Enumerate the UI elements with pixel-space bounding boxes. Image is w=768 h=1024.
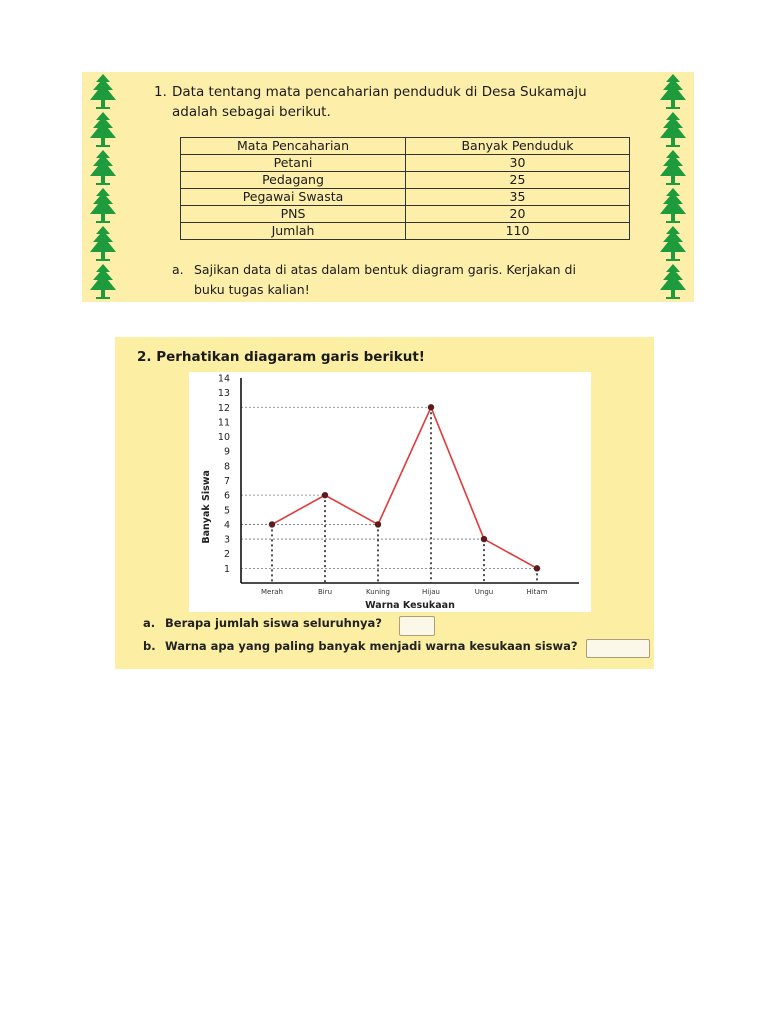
table-cell: PNS — [181, 206, 406, 223]
pine-tree-icon — [88, 264, 118, 300]
table-cell: 20 — [406, 206, 630, 223]
sub-a-label: a. — [172, 262, 184, 277]
table-row — [181, 172, 630, 189]
question2-card — [115, 337, 654, 669]
question1-card — [82, 72, 694, 302]
table-cell: 30 — [406, 155, 630, 172]
question1-line1: Data tentang mata pencaharian penduduk di Desa Sukamaju — [172, 84, 587, 100]
question1-number: 1. — [154, 84, 167, 100]
pine-tree-icon — [658, 226, 688, 262]
y-axis-label: Banyak Siswa — [201, 470, 212, 544]
pine-tree-icon — [88, 112, 118, 148]
pine-tree-icon — [88, 226, 118, 262]
question2-sub-b — [143, 639, 578, 653]
y-tick-label: 9 — [223, 446, 230, 458]
question1-sub-a — [172, 260, 652, 300]
sub-b-label: b. — [143, 639, 156, 653]
table-cell: 35 — [406, 189, 630, 206]
x-tick-label: Biru — [317, 588, 333, 596]
data-point — [428, 404, 434, 410]
table-cell: 110 — [406, 223, 630, 240]
table-cell: Pegawai Swasta — [181, 189, 406, 206]
table-header-cell: Banyak Penduduk — [406, 138, 630, 155]
y-tick-label: 2 — [223, 549, 230, 561]
answer-box-b[interactable] — [586, 639, 650, 658]
table-cell: Jumlah — [181, 223, 406, 240]
y-tick-label: 13 — [217, 388, 230, 400]
x-tick-label: Hijau — [422, 588, 440, 596]
x-tick-label: Hitam — [526, 588, 548, 596]
x-tick-label: Merah — [261, 588, 283, 596]
series-line — [272, 407, 537, 568]
answer-box-a[interactable] — [399, 616, 435, 636]
x-tick-label: Kuning — [366, 588, 390, 596]
pine-tree-icon — [658, 150, 688, 186]
question2-title: 2. Perhatikan diagaram garis berikut! — [137, 349, 425, 365]
sub-a-label: a. — [143, 616, 156, 630]
table-row — [181, 189, 630, 206]
y-tick-label: 1 — [223, 563, 230, 575]
x-axis-label: Warna Kesukaan — [365, 600, 455, 611]
pine-tree-icon — [658, 264, 688, 300]
x-tick-label: Ungu — [474, 588, 494, 596]
tree-border-right — [656, 72, 690, 302]
data-point — [534, 565, 540, 571]
y-tick-label: 8 — [223, 461, 230, 473]
question2-sub-a — [143, 616, 382, 630]
sub-a-text: Berapa jumlah siswa seluruhnya? — [165, 616, 382, 630]
occupation-table — [180, 137, 630, 240]
pine-tree-icon — [88, 188, 118, 224]
y-tick-label: 6 — [223, 490, 230, 502]
table-cell: Pedagang — [181, 172, 406, 189]
question1-text — [154, 82, 624, 122]
pine-tree-icon — [88, 150, 118, 186]
table-header-row — [181, 138, 630, 155]
y-tick-label: 5 — [223, 505, 230, 517]
line-chart — [189, 372, 591, 612]
y-tick-label: 10 — [217, 432, 230, 444]
y-tick-label: 3 — [223, 534, 230, 546]
table-header-cell: Mata Pencaharian — [181, 138, 406, 155]
sub-a-line1: Sajikan data di atas dalam bentuk diagram garis. Kerjakan di — [194, 262, 576, 277]
line-chart-svg — [189, 372, 591, 612]
data-point — [375, 521, 381, 527]
table-cell: 25 — [406, 172, 630, 189]
pine-tree-icon — [88, 74, 118, 110]
y-tick-label: 7 — [223, 476, 230, 487]
sub-a-line2: buku tugas kalian! — [194, 282, 310, 297]
table-cell: Petani — [181, 155, 406, 172]
table-row — [181, 206, 630, 223]
tree-border-left — [86, 72, 120, 302]
question1-line2: adalah sebagai berikut. — [172, 104, 331, 120]
y-tick-label: 4 — [223, 519, 230, 531]
table-row — [181, 155, 630, 172]
y-tick-label: 14 — [217, 373, 230, 385]
y-tick-label: 11 — [217, 417, 230, 429]
data-point — [322, 492, 328, 498]
pine-tree-icon — [658, 188, 688, 224]
data-point — [269, 521, 275, 527]
table-row — [181, 223, 630, 240]
pine-tree-icon — [658, 112, 688, 148]
y-tick-label: 12 — [217, 402, 230, 414]
data-point — [481, 536, 487, 542]
sub-b-text: Warna apa yang paling banyak menjadi warna kesukaan siswa? — [165, 639, 578, 653]
pine-tree-icon — [658, 74, 688, 110]
